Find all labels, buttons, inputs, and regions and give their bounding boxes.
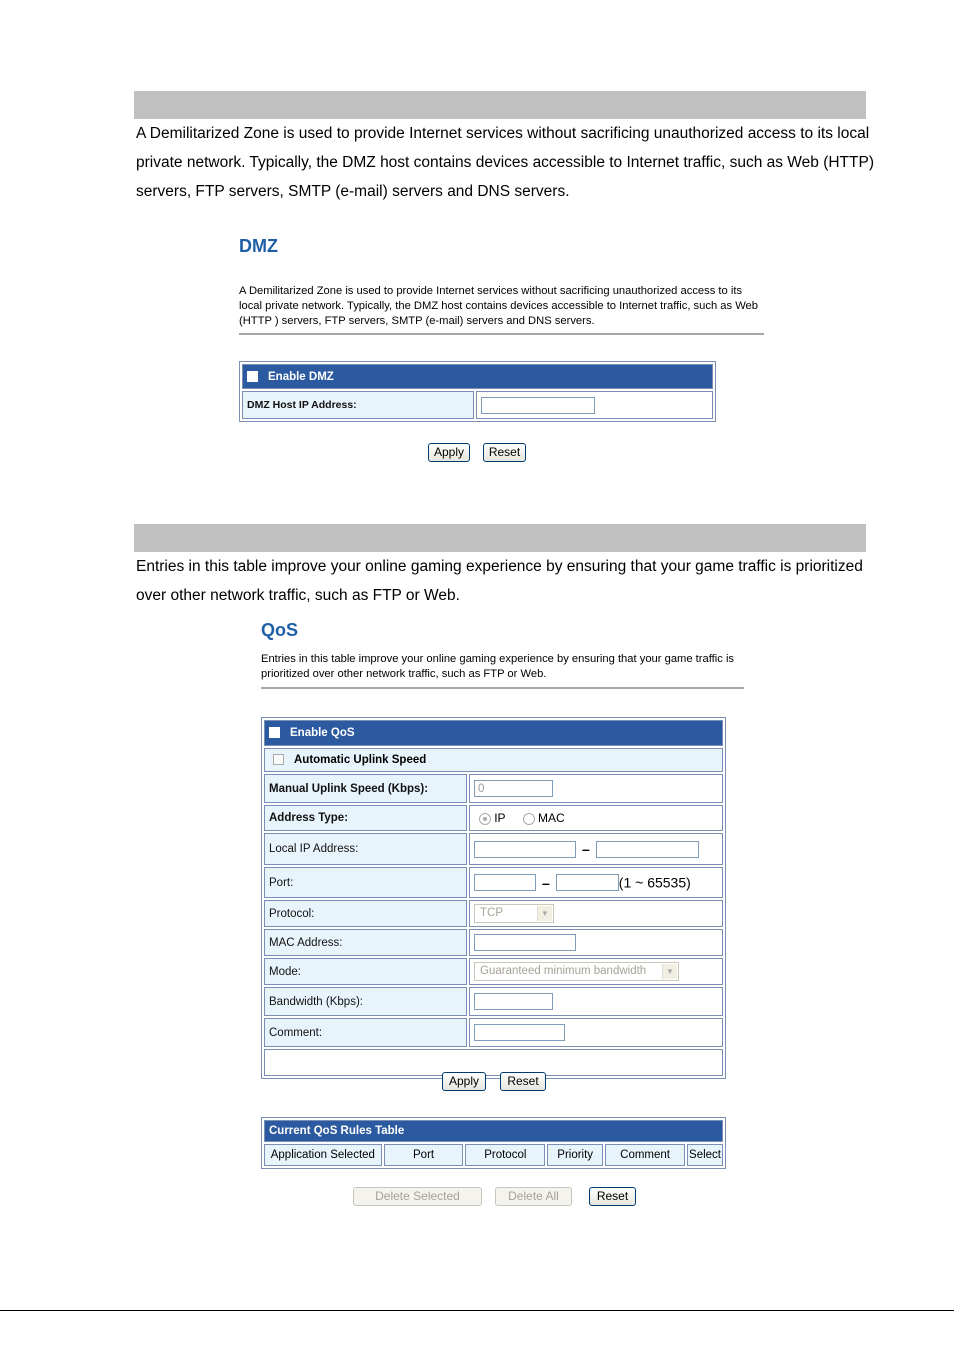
enable-qos-row[interactable] <box>264 720 723 746</box>
qos-page-description: Entries in this table improve your online gaming experience by ensuring that your game traffic is prioritized over other network traffic, such as FTP or Web. <box>261 653 735 680</box>
enable-qos-label: Enable QoS <box>290 727 355 739</box>
bandwidth-label: Bandwidth (Kbps): <box>264 987 467 1016</box>
auto-uplink-row[interactable] <box>264 748 723 772</box>
local-ip-cell <box>469 833 723 865</box>
dmz-host-ip-label: DMZ Host IP Address: <box>242 391 474 419</box>
footer-divider <box>0 1310 954 1311</box>
enable-dmz-row[interactable] <box>242 364 713 389</box>
address-type-mac-label: MAC <box>537 811 565 825</box>
chevron-down-icon: ▼ <box>662 964 677 979</box>
comment-input[interactable] <box>474 1024 565 1041</box>
qos-form-buttons-row <box>264 1049 723 1076</box>
rules-col-priority: Priority <box>547 1144 603 1166</box>
mac-address-cell <box>469 929 723 956</box>
dmz-page-description: A Demilitarized Zone is used to provide Internet services without sacrificing unauthorized access to its local private network. Typically, the DMZ host contains devices accessible to Internet traffic, such as Web (HTTP ) servers, FTP servers, SMTP (e-mail) servers and DNS servers. <box>239 285 759 327</box>
dmz-page-title: DMZ <box>239 236 278 256</box>
port-range-text: (1 ~ 65535) <box>618 874 691 891</box>
qos-apply-button[interactable]: Apply <box>442 1072 486 1091</box>
manual-uplink-input[interactable]: 0 <box>474 780 553 797</box>
local-ip-end-input[interactable] <box>596 841 699 858</box>
dmz-divider <box>239 333 764 335</box>
range-dash: – <box>542 874 550 891</box>
dmz-section-header-bar <box>134 91 866 119</box>
auto-uplink-checkbox[interactable] <box>273 754 284 765</box>
address-type-ip-radio[interactable] <box>479 813 491 825</box>
qos-rules-table <box>261 1117 726 1169</box>
manual-uplink-label: Manual Uplink Speed (Kbps): <box>264 774 467 803</box>
enable-qos-checkbox[interactable] <box>269 727 280 738</box>
bandwidth-input[interactable] <box>474 993 553 1010</box>
rules-table-title: Current QoS Rules Table <box>264 1120 723 1142</box>
manual-uplink-cell <box>469 774 723 803</box>
chevron-down-icon: ▼ <box>537 906 552 921</box>
address-type-label: Address Type: <box>264 805 467 831</box>
comment-cell <box>469 1018 723 1047</box>
qos-form-table <box>261 717 726 1079</box>
port-end-input[interactable] <box>556 874 619 891</box>
enable-dmz-checkbox[interactable] <box>247 371 258 382</box>
dmz-host-ip-input[interactable] <box>481 397 595 414</box>
table-reset-button[interactable]: Reset <box>589 1187 636 1206</box>
enable-dmz-label: Enable DMZ <box>268 370 334 383</box>
qos-intro-text: Entries in this table improve your online gaming experience by ensuring that your game traffic is prioritized over other network traffic, such as FTP or Web. <box>136 558 863 604</box>
protocol-cell <box>469 900 723 927</box>
qos-page-title: QoS <box>261 620 299 640</box>
address-type-cell <box>469 805 723 831</box>
rules-col-protocol: Protocol <box>465 1144 545 1166</box>
mode-select[interactable] <box>474 962 679 981</box>
dmz-intro-text: A Demilitarized Zone is used to provide Internet services without sacrificing unauthorized access to its local private network. Typically, the DMZ host contains devices accessible to Internet traffic, such as Web (HTTP) servers, FTP servers, SMTP (e-mail) servers and DNS servers. <box>136 125 874 200</box>
mac-address-label: MAC Address: <box>264 929 467 956</box>
rules-col-comment: Comment <box>605 1144 685 1166</box>
protocol-label: Protocol: <box>264 900 467 927</box>
delete-selected-button[interactable]: Delete Selected <box>353 1187 482 1206</box>
address-type-ip-label: IP <box>494 811 506 825</box>
local-ip-label: Local IP Address: <box>264 833 467 865</box>
auto-uplink-label: Automatic Uplink Speed <box>294 754 427 766</box>
mac-address-input[interactable] <box>474 934 576 951</box>
dmz-form-table <box>239 361 716 422</box>
mode-label: Mode: <box>264 958 467 985</box>
port-start-input[interactable] <box>474 874 536 891</box>
rules-col-port: Port <box>384 1144 464 1166</box>
protocol-select[interactable] <box>474 904 554 923</box>
qos-divider <box>261 687 744 689</box>
qos-section-header-bar <box>134 524 866 552</box>
local-ip-start-input[interactable] <box>474 841 576 858</box>
dmz-host-ip-cell <box>476 391 713 419</box>
address-type-mac-radio[interactable] <box>523 813 535 825</box>
rules-col-select: Select <box>687 1144 723 1166</box>
port-label: Port: <box>264 867 467 898</box>
qos-reset-button[interactable]: Reset <box>500 1072 546 1091</box>
rules-col-application: Application Selected <box>264 1144 382 1166</box>
mode-select-value: Guaranteed minimum bandwidth <box>480 965 647 977</box>
dmz-reset-button[interactable]: Reset <box>483 443 526 462</box>
mode-cell <box>469 958 723 985</box>
bandwidth-cell <box>469 987 723 1016</box>
dmz-apply-button[interactable]: Apply <box>428 443 470 462</box>
protocol-select-value: TCP <box>480 907 503 919</box>
delete-all-button[interactable]: Delete All <box>495 1187 572 1206</box>
port-cell <box>469 867 723 898</box>
comment-label: Comment: <box>264 1018 467 1047</box>
range-dash: – <box>582 841 590 857</box>
